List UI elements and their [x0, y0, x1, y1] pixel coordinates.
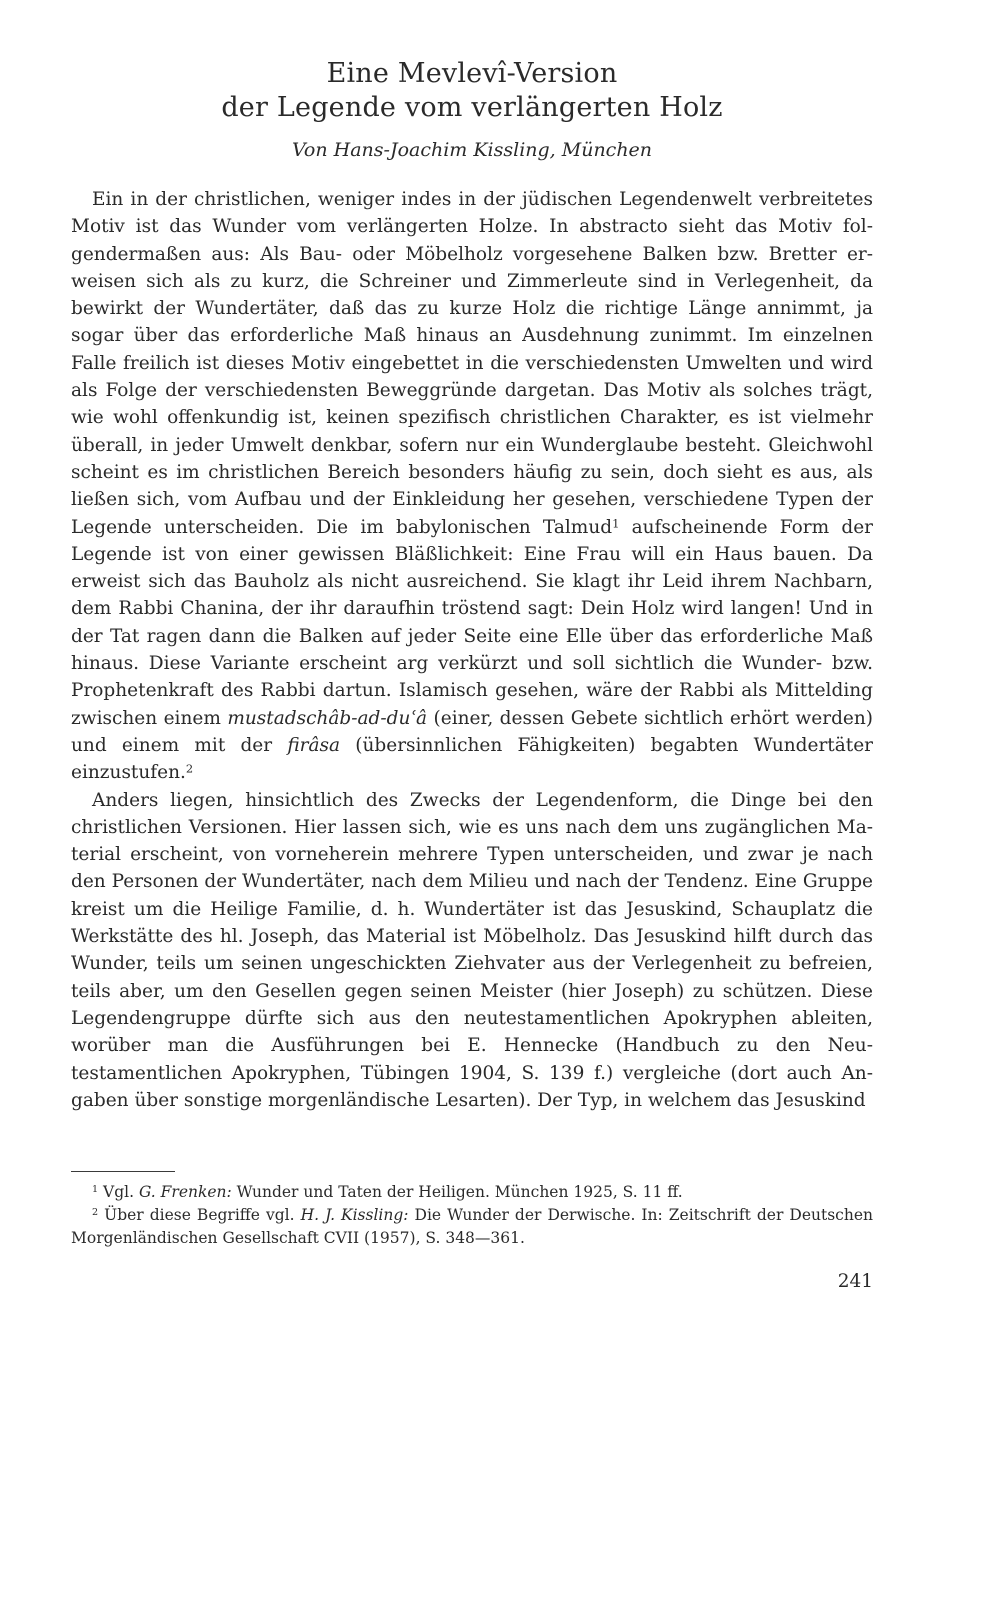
footnote-separator [71, 1171, 175, 1172]
footnote-marker: 2 [92, 1207, 99, 1219]
footnote-marker: 1 [92, 1184, 99, 1196]
arabic-term: mustadschâb-ad-duʿâ [227, 707, 428, 729]
footnote-reference-1: 1 [612, 515, 620, 530]
article-title [71, 57, 873, 125]
article-author: Von Hans-Joachim Kissling, München [291, 139, 653, 161]
footnote-cited-author: H. J. Kissling: [300, 1206, 409, 1224]
article-body [71, 186, 873, 1114]
footnote-1 [71, 1181, 873, 1204]
article-title-line-1: Eine Mevlevî-Version [326, 58, 618, 89]
footnote-2 [71, 1204, 873, 1250]
footnote-cited-author: G. Frenken: [138, 1183, 232, 1201]
footnote-reference-2: 2 [185, 761, 194, 776]
footnote-text: Die Wunder der Derwische. In: Zeitschrift der Deutschen Morgenländischen Gesellschaft CVII (1957), S. 348—361. [71, 1206, 873, 1247]
footnotes [71, 1181, 873, 1250]
body-text-segment: (einer, dessen Gebete sichtlich erhört werden) und einem mit der [71, 707, 873, 756]
footnote-text: Vgl. [98, 1183, 139, 1201]
body-paragraph-1 [71, 186, 873, 787]
footnote-text: Über diese Begriffe vgl. [98, 1206, 301, 1224]
body-text-segment: aufscheinende Form der Legende ist von einer gewissen Bläßlichkeit: Eine Frau will ein Haus bauen. Da erweist sich das Bauholz als nicht ausreichend. Sie klagt ihr Leid ihrem Nachbarn, dem Rabbi Chanina, der ihr daraufhin tröstend sagt: Dein Holz wird langen! Und in der Tat ragen dann die Balken auf jeder Seite eine Elle über das erforderliche Maß hinaus. Diese Variante erscheint arg verkürzt und soll sichtlich die Wunder- bzw. Prophetenkraft des Rabbi dartun. Islamisch gesehen, wäre der Rabbi als Mittelding zwischen einem [71, 516, 873, 729]
body-paragraph-2: Anders liegen, hinsichtlich des Zwecks der Legendenform, die Dinge bei den christlichen Versionen. Hier lassen sich, wie es uns nach dem uns zugänglichen Material erscheint, von vorneherein mehrere Typen unterscheiden, und zwar je nach den Personen der Wundertäter, nach dem Milieu und nach der Tendenz. Eine Gruppe kreist um die Heilige Familie, d. h. Wundertäter ist das Jesuskind, Schauplatz die Werkstätte des hl. Joseph, das Material ist Möbelholz. Das Jesuskind hilft durch das Wunder, teils um seinen ungeschickten Ziehvater aus der Verlegenheit zu befreien, teils aber, um den Gesellen gegen seinen Meister (hier Joseph) zu schützen. Diese Legendengruppe dürfte sich aus den neutestamentlichen Apokryphen ableiten, worüber man die Ausführungen bei E. Hennecke (Handbuch zu den Neutestamentlichen Apokryphen, Tübingen 1904, S. 139 f.) vergleiche (dort auch Angaben über sonstige morgenländische Lesarten). Der Typ, in welchem das Jesuskind [71, 789, 873, 1111]
body-text-segment: Ein in der christlichen, weniger indes in der jüdischen Legendenwelt verbreitetes Motiv ist das Wunder vom verlängerten Holze. In abstracto sieht das Motiv folgendermaßen aus: Als Bau- oder Möbelholz vorgesehene Balken bzw. Bretter erweisen sich als zu kurz, die Schreiner und Zimmerleute sind in Verlegenheit, da bewirkt der Wundertäter, daß das zu kurze Holz die richtige Länge annimmt, ja sogar über das erforderliche Maß hinaus an Ausdehnung zunimmt. Im einzelnen Falle freilich ist dieses Motiv eingebettet in die verschiedensten Umwelten und wird als Folge der verschiedensten Beweggründe dargetan. Das Motiv als solches trägt, wie wohl offenkundig ist, keinen spezifisch christlichen Charakter, es ist vielmehr überall, in jeder Umwelt denkbar, sofern nur ein Wunderglaube besteht. Gleichwohl scheint es im christlichen Bereich besonders häufig zu sein, doch sieht es aus, als ließen sich, vom Aufbau und der Einkleidung her gesehen, verschiedene Typen der Legende unterscheiden. Die im babylonischen Talmud [71, 189, 873, 538]
page-number: 241 [837, 1271, 873, 1292]
footnote-text: Wunder und Taten der Heiligen. München 1925, S. 11 ff. [231, 1183, 683, 1201]
arabic-term: firâsa [287, 734, 341, 756]
article-title-line-2: der Legende vom verlängerten Holz [221, 92, 723, 123]
body-text-segment: (übersinnlichen Fähigkeiten) begabten Wundertäter einzustufen. [71, 734, 873, 784]
